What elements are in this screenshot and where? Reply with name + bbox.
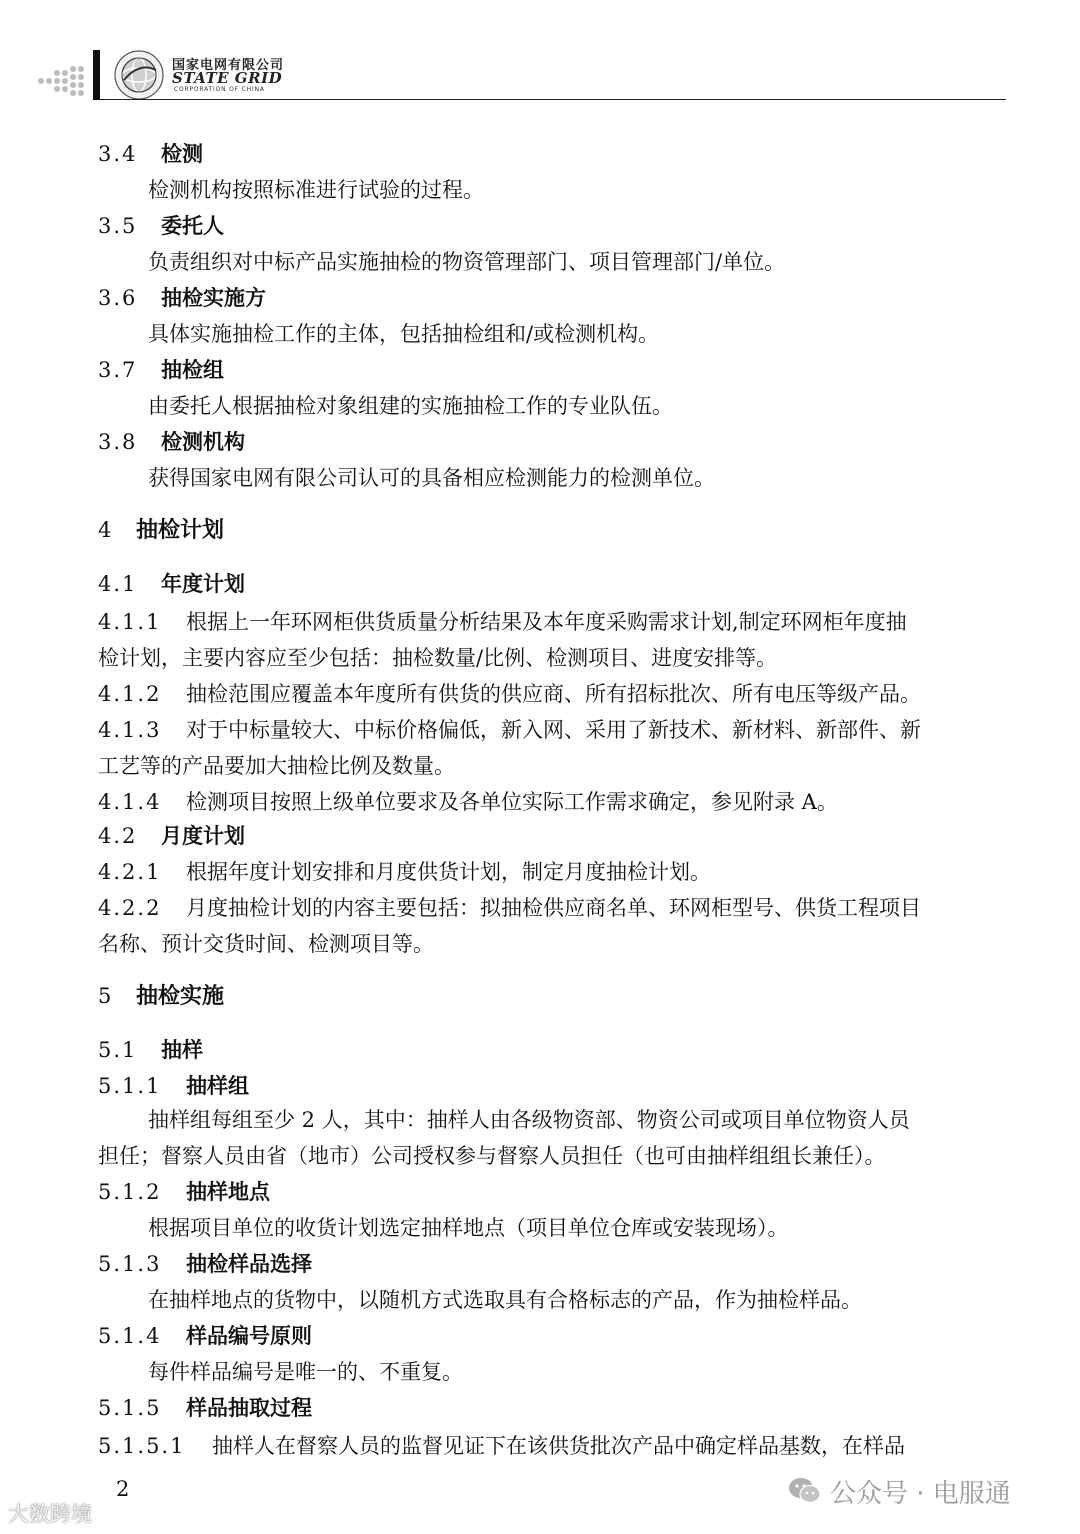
paragraph-text: 根据项目单位的收货计划选定抽样地点（项目单位仓库或安装现场）。 — [148, 1216, 789, 1240]
section-number: 3.7 — [98, 358, 138, 382]
clause-text: 根据上一年环网柜供货质量分析结果及本年度采购需求计划,制定环网柜年度抽 — [186, 610, 907, 634]
section-title: 样品抽取过程 — [186, 1396, 312, 1420]
section-heading — [98, 569, 245, 599]
section-number: 3.8 — [98, 430, 138, 454]
clause-number: 4.1.4 — [98, 790, 162, 814]
section-heading — [98, 821, 245, 851]
section-number: 4.2 — [98, 824, 138, 848]
section-title: 样品编号原则 — [186, 1324, 312, 1348]
section-title: 抽样组 — [186, 1074, 249, 1098]
section-title: 抽检组 — [161, 358, 224, 382]
section-number: 3.6 — [98, 286, 138, 310]
numbered-paragraph — [98, 787, 838, 817]
clause-number: 4.2.2 — [98, 896, 162, 920]
section-number: 4.1 — [98, 572, 138, 596]
numbered-paragraph — [98, 857, 711, 887]
section-number: 5 — [98, 984, 114, 1008]
numbered-paragraph — [98, 893, 921, 923]
clause-number: 5.1.5.1 — [98, 1434, 186, 1458]
section-title: 抽检样品选择 — [186, 1252, 312, 1276]
section-title: 检测 — [161, 142, 203, 166]
section-number: 5.1.1 — [98, 1074, 162, 1098]
paragraph-text: 在抽样地点的货物中，以随机方式选取具有合格标志的产品，作为抽检样品。 — [148, 1288, 862, 1312]
section-heading — [98, 355, 224, 385]
paragraph-continuation: 名称、预计交货时间、检测项目等。 — [98, 932, 434, 956]
section-title: 抽样地点 — [186, 1180, 270, 1204]
clause-text: 检测项目按照上级单位要求及各单位实际工作需求确定，参见附录 A。 — [186, 790, 838, 814]
section-number: 5.1 — [98, 1038, 138, 1062]
section-heading — [98, 1249, 312, 1279]
numbered-paragraph — [98, 679, 921, 709]
section-number: 5.1.4 — [98, 1324, 162, 1348]
section-heading — [98, 981, 224, 1012]
company-name-en: STATE GRID — [172, 69, 283, 87]
section-heading — [98, 283, 266, 313]
paragraph-text: 由委托人根据抽检对象组建的实施抽检工作的专业队伍。 — [148, 394, 673, 418]
watermark-right — [788, 1473, 1011, 1509]
section-heading — [98, 1177, 270, 1207]
section-number: 5.1.3 — [98, 1252, 162, 1276]
numbered-paragraph — [98, 607, 907, 637]
section-title: 抽检计划 — [136, 518, 225, 543]
clause-number: 4.1.2 — [98, 682, 162, 706]
section-title: 抽检实施 — [136, 984, 225, 1009]
numbered-paragraph — [98, 715, 921, 745]
clause-text: 对于中标量较大、中标价格偏低，新入网、采用了新技术、新材料、新部件、新 — [186, 718, 921, 742]
section-heading — [98, 1071, 249, 1101]
company-name-cn: 国家电网有限公司 — [172, 58, 285, 73]
section-title: 检测机构 — [161, 430, 245, 454]
page-number: 2 — [116, 1477, 130, 1501]
state-grid-globe-icon — [114, 50, 164, 100]
paragraph-text: 负责组织对中标产品实施抽检的物资管理部门、项目管理部门/单位。 — [148, 250, 786, 274]
section-number: 3.4 — [98, 142, 138, 166]
section-number: 3.5 — [98, 214, 138, 238]
section-title: 抽检实施方 — [161, 286, 266, 310]
section-heading — [98, 1321, 312, 1351]
paragraph-text: 抽样组每组至少 2 人，其中：抽样人由各级物资部、物资公司或项目单位物资人员 — [148, 1108, 910, 1132]
section-heading — [98, 211, 224, 241]
section-number: 5.1.2 — [98, 1180, 162, 1204]
header-rule — [100, 99, 1006, 100]
section-heading — [98, 1035, 203, 1065]
section-title: 抽样 — [161, 1038, 203, 1062]
clause-number: 4.1.3 — [98, 718, 162, 742]
paragraph-continuation: 工艺等的产品要加大抽检比例及数量。 — [98, 754, 455, 778]
section-title: 月度计划 — [161, 824, 245, 848]
section-heading — [98, 515, 224, 546]
page-header — [0, 0, 1080, 110]
section-title: 委托人 — [161, 214, 224, 238]
paragraph-continuation: 担任；督察人员由省（地市）公司授权参与督察人员担任（也可由抽样组组长兼任）。 — [98, 1144, 886, 1168]
company-subtitle: CORPORATION OF CHINA — [174, 86, 265, 93]
watermark-left: 大数跨境 — [8, 1502, 92, 1526]
clause-text: 根据年度计划安排和月度供货计划，制定月度抽检计划。 — [186, 860, 711, 884]
clause-text: 抽样人在督察人员的监督见证下在该供货批次产品中确定样品基数，在样品 — [212, 1434, 905, 1458]
section-heading — [98, 139, 203, 169]
section-heading — [98, 1393, 312, 1423]
clause-text: 抽检范围应覆盖本年度所有供货的供应商、所有招标批次、所有电压等级产品。 — [186, 682, 921, 706]
paragraph-continuation: 检计划，主要内容应至少包括：抽检数量/比例、检测项目、进度安排等。 — [98, 646, 778, 670]
paragraph-text: 每件样品编号是唯一的、不重复。 — [148, 1360, 463, 1384]
section-number: 4 — [98, 518, 114, 542]
section-heading — [98, 427, 245, 457]
clause-number: 4.1.1 — [98, 610, 162, 634]
clause-text: 月度抽检计划的内容主要包括：拟抽检供应商名单、环网柜型号、供货工程项目 — [186, 896, 921, 920]
watermark-text: 公众号 · 电服通 — [830, 1478, 1011, 1509]
header-bar — [93, 50, 100, 100]
paragraph-text: 具体实施抽检工作的主体，包括抽检组和/或检测机构。 — [148, 322, 660, 346]
section-number: 5.1.5 — [98, 1396, 162, 1420]
paragraph-text: 获得国家电网有限公司认可的具备相应检测能力的检测单位。 — [148, 466, 715, 490]
numbered-paragraph — [98, 1431, 905, 1461]
wechat-icon — [788, 1476, 822, 1506]
section-title: 年度计划 — [161, 572, 245, 596]
clause-number: 4.2.1 — [98, 860, 162, 884]
paragraph-text: 检测机构按照标准进行试验的过程。 — [148, 178, 484, 202]
